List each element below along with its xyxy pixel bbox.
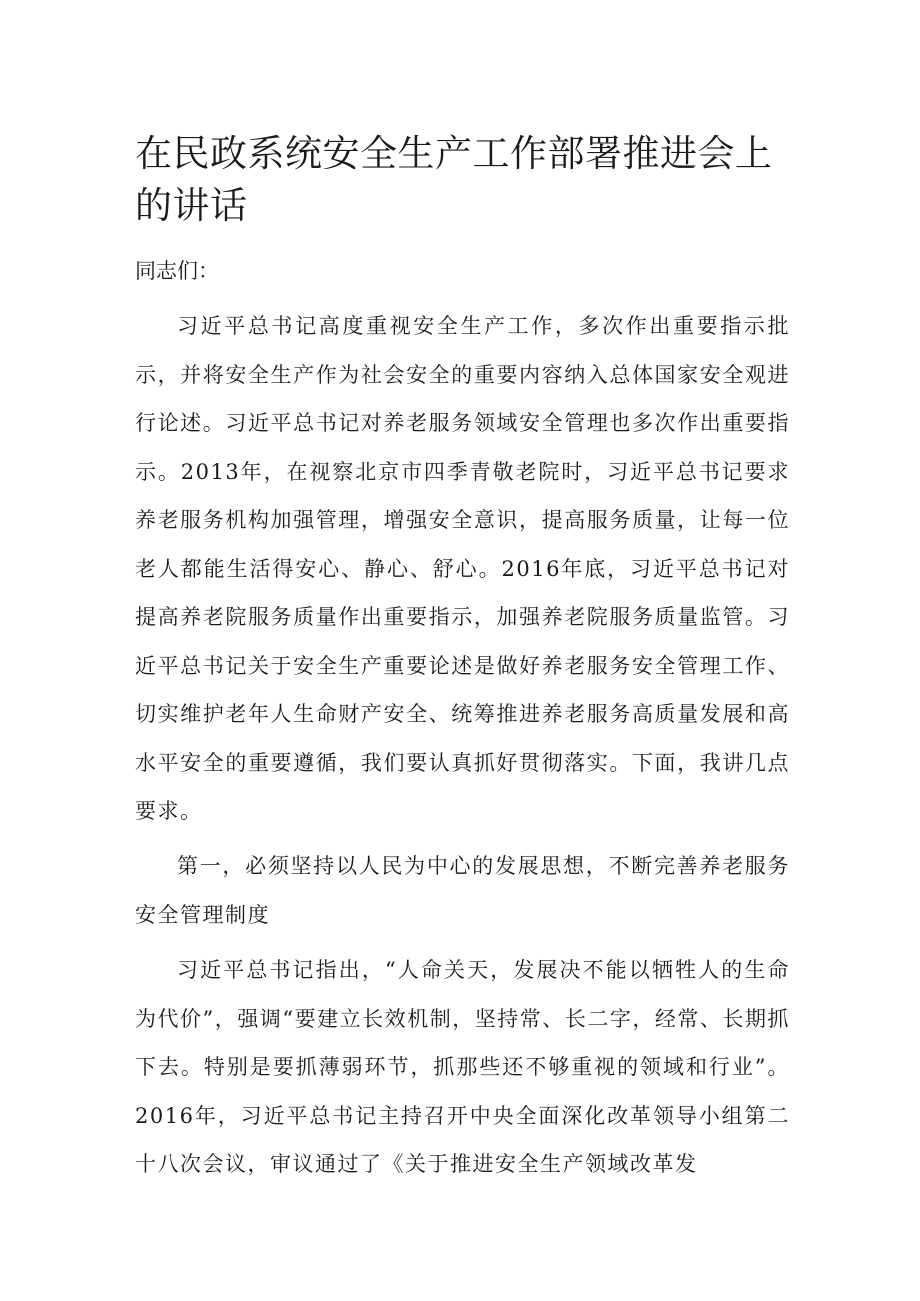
body-paragraph-intro: 习近平总书记高度重视安全生产工作，多次作出重要指示批示，并将安全生产作为社会安全的重要内容纳入总体国家安全观进行论述。习近平总书记对养老服务领域安全管理也多次作出重要指示。2013年，在视察北京市四季青敬老院时，习近平总书记要求养老服务机构加强管理，增强安全意识，提高服务质量，让每一位老人都能生活得安心、静心、舒心。2016年底，习近平总书记对提高养老院服务质量作出重要指示，加强养老院服务质量监管。习近平总书记关于安全生产重要论述是做好养老服务安全管理工作、切实维护老年人生命财产安全、统筹推进养老服务高质量发展和高水平安全的重要遵循，我们要认真抓好贯彻落实。下面，我讲几点要求。 [135,314,790,823]
section-heading-first: 第一，必须坚持以人民为中心的发展思想，不断完善养老服务安全管理制度 [135,854,790,927]
salutation: 同志们： [135,259,219,283]
document-title: 在民政系统安全生产工作部署推进会上的讲话 [135,132,773,227]
body-paragraph-section-one: 习近平总书记指出，“人命关天，发展决不能以牺牲人的生命为代价”，强调“要建立长效机制，坚持常、长二字，经常、长期抓下去。特别是要抓薄弱环节，抓那些还不够重视的领域和行业”。2016年，习近平总书记主持召开中央全面深化改革领导小组第二十八次会议，审议通过了《关于推进安全生产领域改革发 [135,958,790,1176]
